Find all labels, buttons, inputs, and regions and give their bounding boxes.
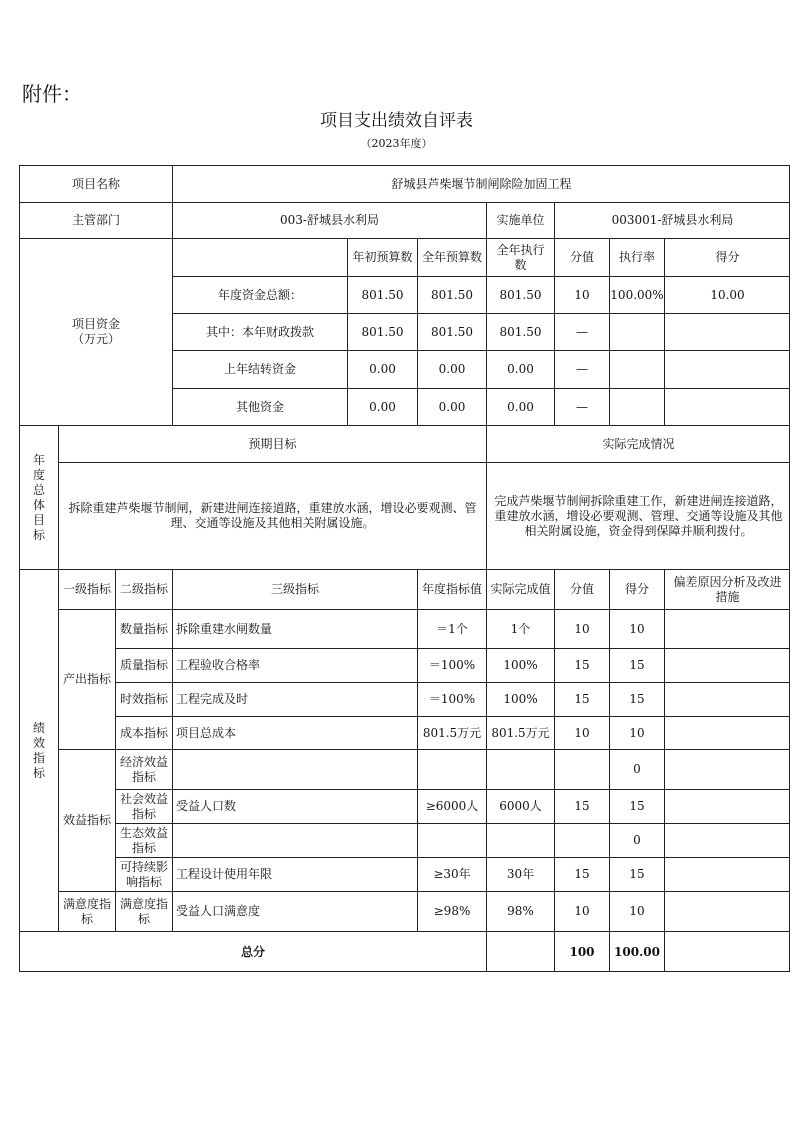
indicator-target: ＝100% — [417, 682, 486, 716]
indicator-score-value: 10 — [554, 716, 609, 749]
funds-row-initial: 0.00 — [347, 388, 417, 425]
indicator-deviation — [664, 648, 790, 682]
funds-row-label: 年度资金总额： — [172, 276, 347, 313]
indicator-target: ＝100% — [417, 648, 486, 682]
header-level2: 二级指标 — [115, 569, 172, 609]
indicator-level2: 生态效益指标 — [115, 823, 172, 857]
indicator-level3: 项目总成本 — [172, 716, 417, 749]
expected-goal-header: 预期目标 — [58, 425, 486, 462]
annual-goal-label: 年度总体目标 — [19, 425, 58, 569]
funds-row-exec-rate: 100.00% — [609, 276, 664, 313]
funds-header-executed: 全年执行数 — [486, 238, 554, 276]
indicator-score-value — [554, 823, 609, 857]
indicator-level3 — [172, 823, 417, 857]
header-score-value: 分值 — [554, 569, 609, 609]
indicator-target: ≥6000人 — [417, 789, 486, 823]
funds-header-initial: 年初预算数 — [347, 238, 417, 276]
funds-row-executed: 801.50 — [486, 313, 554, 350]
indicator-level3: 工程验收合格率 — [172, 648, 417, 682]
funds-label — [19, 238, 172, 425]
indicator-deviation — [664, 609, 790, 648]
funds-row-exec-rate — [609, 313, 664, 350]
header-target: 年度指标值 — [417, 569, 486, 609]
funds-row-score-value: — — [554, 313, 609, 350]
indicator-score-value: 10 — [554, 609, 609, 648]
indicator-level3: 工程设计使用年限 — [172, 857, 417, 891]
group-output: 产出指标 — [58, 609, 115, 749]
indicator-score: 10 — [609, 716, 664, 749]
indicator-deviation — [664, 682, 790, 716]
indicator-score: 15 — [609, 648, 664, 682]
indicator-actual: 100% — [486, 648, 554, 682]
attachment-label: 附件： — [22, 82, 82, 106]
group-satisfaction: 满意度指标 — [58, 891, 115, 931]
indicator-actual: 98% — [486, 891, 554, 931]
indicator-level2: 时效指标 — [115, 682, 172, 716]
indicator-score-value: 15 — [554, 857, 609, 891]
funds-row-label: 其中：本年财政拨款 — [172, 313, 347, 350]
document-title: 项目支出绩效自评表 — [320, 111, 473, 131]
indicator-score: 15 — [609, 682, 664, 716]
funds-row-score-value: — — [554, 350, 609, 388]
unit-label: 实施单位 — [486, 202, 554, 238]
funds-row-score-value: 10 — [554, 276, 609, 313]
document-year: （2023年度） — [360, 137, 433, 150]
indicator-score-value: 15 — [554, 648, 609, 682]
funds-label-line1: 项目资金 — [71, 317, 120, 331]
group-benefit: 效益指标 — [58, 749, 115, 891]
dept-label: 主管部门 — [19, 202, 172, 238]
header-score: 得分 — [609, 569, 664, 609]
funds-row-executed: 0.00 — [486, 388, 554, 425]
indicator-deviation — [664, 823, 790, 857]
expected-goal-text: 拆除重建芦柴堰节制闸，新建进闸连接道路，重建放水涵，增设必要观测、管理、交通等设施及其他相关附属设施。 — [58, 462, 486, 569]
indicator-actual — [486, 749, 554, 789]
funds-row-score — [664, 388, 790, 425]
indicator-actual: 1个 — [486, 609, 554, 648]
indicator-level2: 数量指标 — [115, 609, 172, 648]
indicator-level2: 质量指标 — [115, 648, 172, 682]
actual-completion-text: 完成芦柴堰节制闸拆除重建工作，新建进闸连接道路，重建放水涵，增设必要观测、管理、交通等设施及其他相关附属设施，资金得到保障并顺利拨付。 — [486, 462, 790, 569]
total-label: 总分 — [19, 931, 486, 972]
indicator-actual: 6000人 — [486, 789, 554, 823]
funds-row-score-value: — — [554, 388, 609, 425]
indicator-score-value: 15 — [554, 682, 609, 716]
funds-row-score — [664, 313, 790, 350]
total-score: 100.00 — [609, 931, 664, 972]
funds-header-score-value: 分值 — [554, 238, 609, 276]
total-score-value: 100 — [554, 931, 609, 972]
funds-row-score: 10.00 — [664, 276, 790, 313]
actual-completion-header: 实际完成情况 — [486, 425, 790, 462]
indicator-level3: 受益人口满意度 — [172, 891, 417, 931]
funds-header-annual: 全年预算数 — [417, 238, 486, 276]
funds-row-exec-rate — [609, 388, 664, 425]
funds-row-annual: 801.50 — [417, 313, 486, 350]
indicator-level3: 拆除重建水闸数量 — [172, 609, 417, 648]
funds-row-annual: 801.50 — [417, 276, 486, 313]
indicator-deviation — [664, 749, 790, 789]
funds-row-annual: 0.00 — [417, 388, 486, 425]
indicator-score: 0 — [609, 749, 664, 789]
indicator-level3: 工程完成及时 — [172, 682, 417, 716]
funds-row-initial: 0.00 — [347, 350, 417, 388]
indicator-deviation — [664, 891, 790, 931]
indicator-level2: 可持续影响指标 — [115, 857, 172, 891]
indicator-deviation — [664, 716, 790, 749]
total-blank — [486, 931, 554, 972]
indicator-score-value: 10 — [554, 891, 609, 931]
indicator-target: ≥98% — [417, 891, 486, 931]
indicator-target: 801.5万元 — [417, 716, 486, 749]
indicator-deviation — [664, 789, 790, 823]
header-actual: 实际完成值 — [486, 569, 554, 609]
indicator-target: ≥30年 — [417, 857, 486, 891]
indicator-level2: 社会效益指标 — [115, 789, 172, 823]
indicator-score-value — [554, 749, 609, 789]
funds-header-blank — [172, 238, 347, 276]
total-deviation — [664, 931, 790, 972]
funds-header-score: 得分 — [664, 238, 790, 276]
funds-row-label: 上年结转资金 — [172, 350, 347, 388]
indicator-score: 10 — [609, 609, 664, 648]
indicator-target — [417, 823, 486, 857]
table-border-bottom — [19, 971, 790, 972]
dept-value: 003-舒城县水利局 — [172, 202, 486, 238]
indicators-label: 绩效指标 — [19, 569, 58, 931]
indicator-level2: 满意度指标 — [115, 891, 172, 931]
funds-row-score — [664, 350, 790, 388]
header-level1: 一级指标 — [58, 569, 115, 609]
indicator-score: 10 — [609, 891, 664, 931]
header-level3: 三级指标 — [172, 569, 417, 609]
project-name-label: 项目名称 — [19, 165, 172, 202]
project-name: 舒城县芦柴堰节制闸除险加固工程 — [172, 165, 790, 202]
funds-row-exec-rate — [609, 350, 664, 388]
funds-row-annual: 0.00 — [417, 350, 486, 388]
indicator-score: 15 — [609, 857, 664, 891]
unit-value: 003001-舒城县水利局 — [554, 202, 790, 238]
funds-row-executed: 0.00 — [486, 350, 554, 388]
indicator-actual: 100% — [486, 682, 554, 716]
indicator-target — [417, 749, 486, 789]
indicator-level3 — [172, 749, 417, 789]
header-deviation: 偏差原因分析及改进措施 — [664, 569, 790, 609]
funds-row-initial: 801.50 — [347, 313, 417, 350]
funds-label-line2: （万元） — [71, 332, 120, 346]
indicator-actual: 30年 — [486, 857, 554, 891]
funds-row-label: 其他资金 — [172, 388, 347, 425]
funds-header-exec-rate: 执行率 — [609, 238, 664, 276]
indicator-level2: 成本指标 — [115, 716, 172, 749]
indicator-level2: 经济效益指标 — [115, 749, 172, 789]
indicator-deviation — [664, 857, 790, 891]
indicator-actual — [486, 823, 554, 857]
table-border-right — [789, 165, 790, 972]
indicator-target: ＝1个 — [417, 609, 486, 648]
funds-row-initial: 801.50 — [347, 276, 417, 313]
funds-row-executed: 801.50 — [486, 276, 554, 313]
indicator-level3: 受益人口数 — [172, 789, 417, 823]
indicator-score-value: 15 — [554, 789, 609, 823]
indicator-score: 0 — [609, 823, 664, 857]
indicator-actual: 801.5万元 — [486, 716, 554, 749]
indicator-score: 15 — [609, 789, 664, 823]
